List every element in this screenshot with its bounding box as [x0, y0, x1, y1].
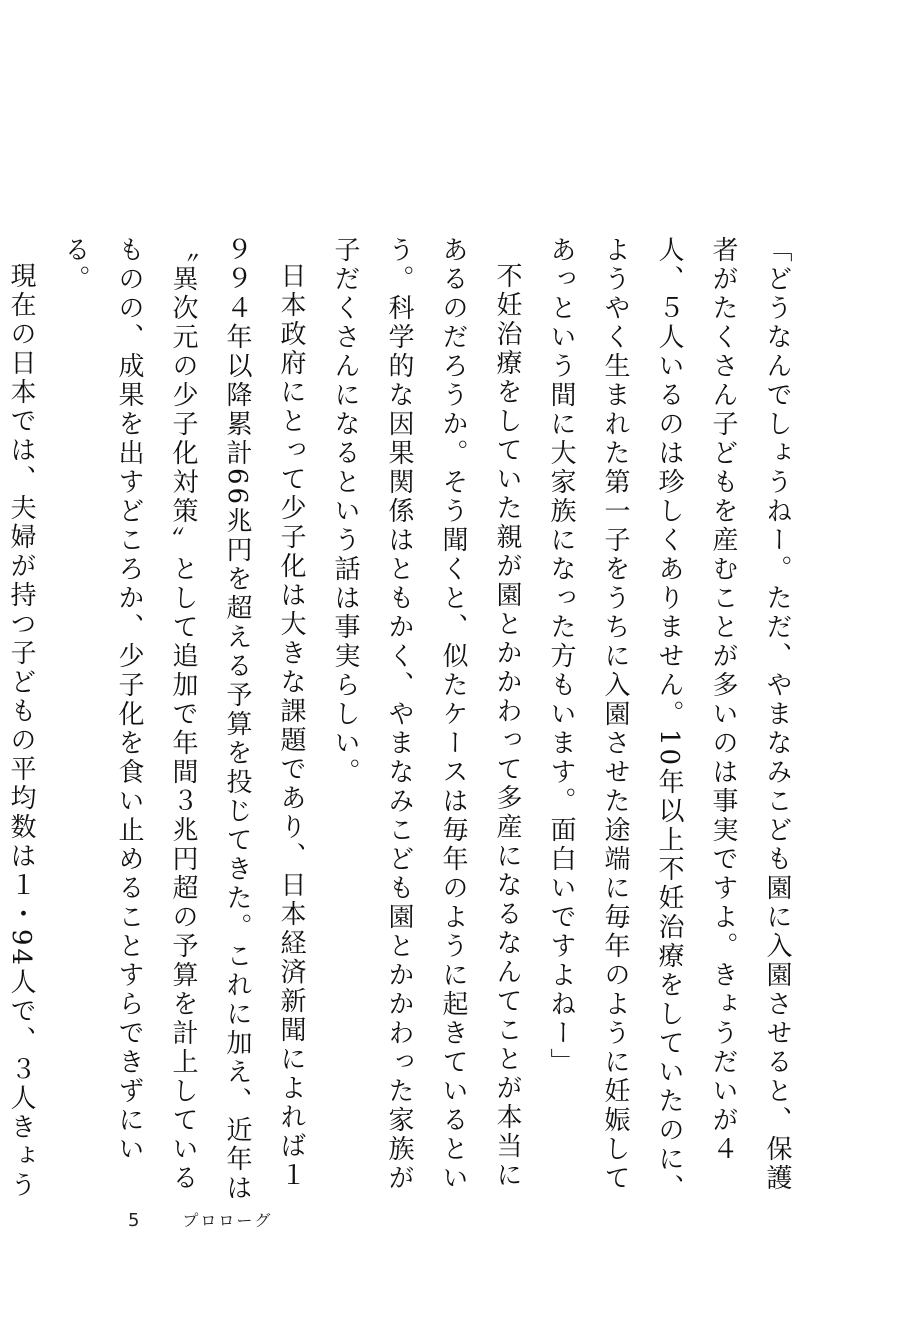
page-number: 5	[128, 1210, 141, 1231]
running-head: プロローグ	[182, 1211, 273, 1230]
paragraph-4: 現在の日本では、夫婦が持つ子どもの平均数は１・94人で、３人きょう	[6, 262, 36, 1201]
paragraph-1: 「どうなんでしょうねー。ただ、やまなみこども園に入園させると、保護者がたくさん子どもを産むことが多いのは事実ですよ。きょうだいが４人、５人いるのは珍しくありません。10年以上不妊治療をしていたのに、ようやく生まれた第一子をうちに入園させた途端に毎年のように妊娠してあっという間に大家族になった方もいます。面白いですよねー」	[546, 236, 792, 1204]
paragraph-3: 日本政府にとって少子化は大きな課題であり、日本経済新聞によれば１９９４年以降累計66兆円を超える予算を投じてきた。これに加え、近年は〝異次元の少子化対策〟として追加で年間３兆円超の予算を計上しているものの、成果を出すどころか、少子化を食い止めることすらできずにいる。	[60, 236, 306, 1204]
body-text	[6, 236, 804, 1216]
page-footer	[128, 1208, 272, 1231]
paragraph-2: 不妊治療をしていた親が園とかかわって多産になるなんてことが本当にあるのだろうか。そう聞くと、似たケースは毎年のように起きているという。科学的な因果関係はともかく、やまなみこども園とかかわった家族が子だくさんになるという話は事実らしい。	[330, 236, 522, 1193]
